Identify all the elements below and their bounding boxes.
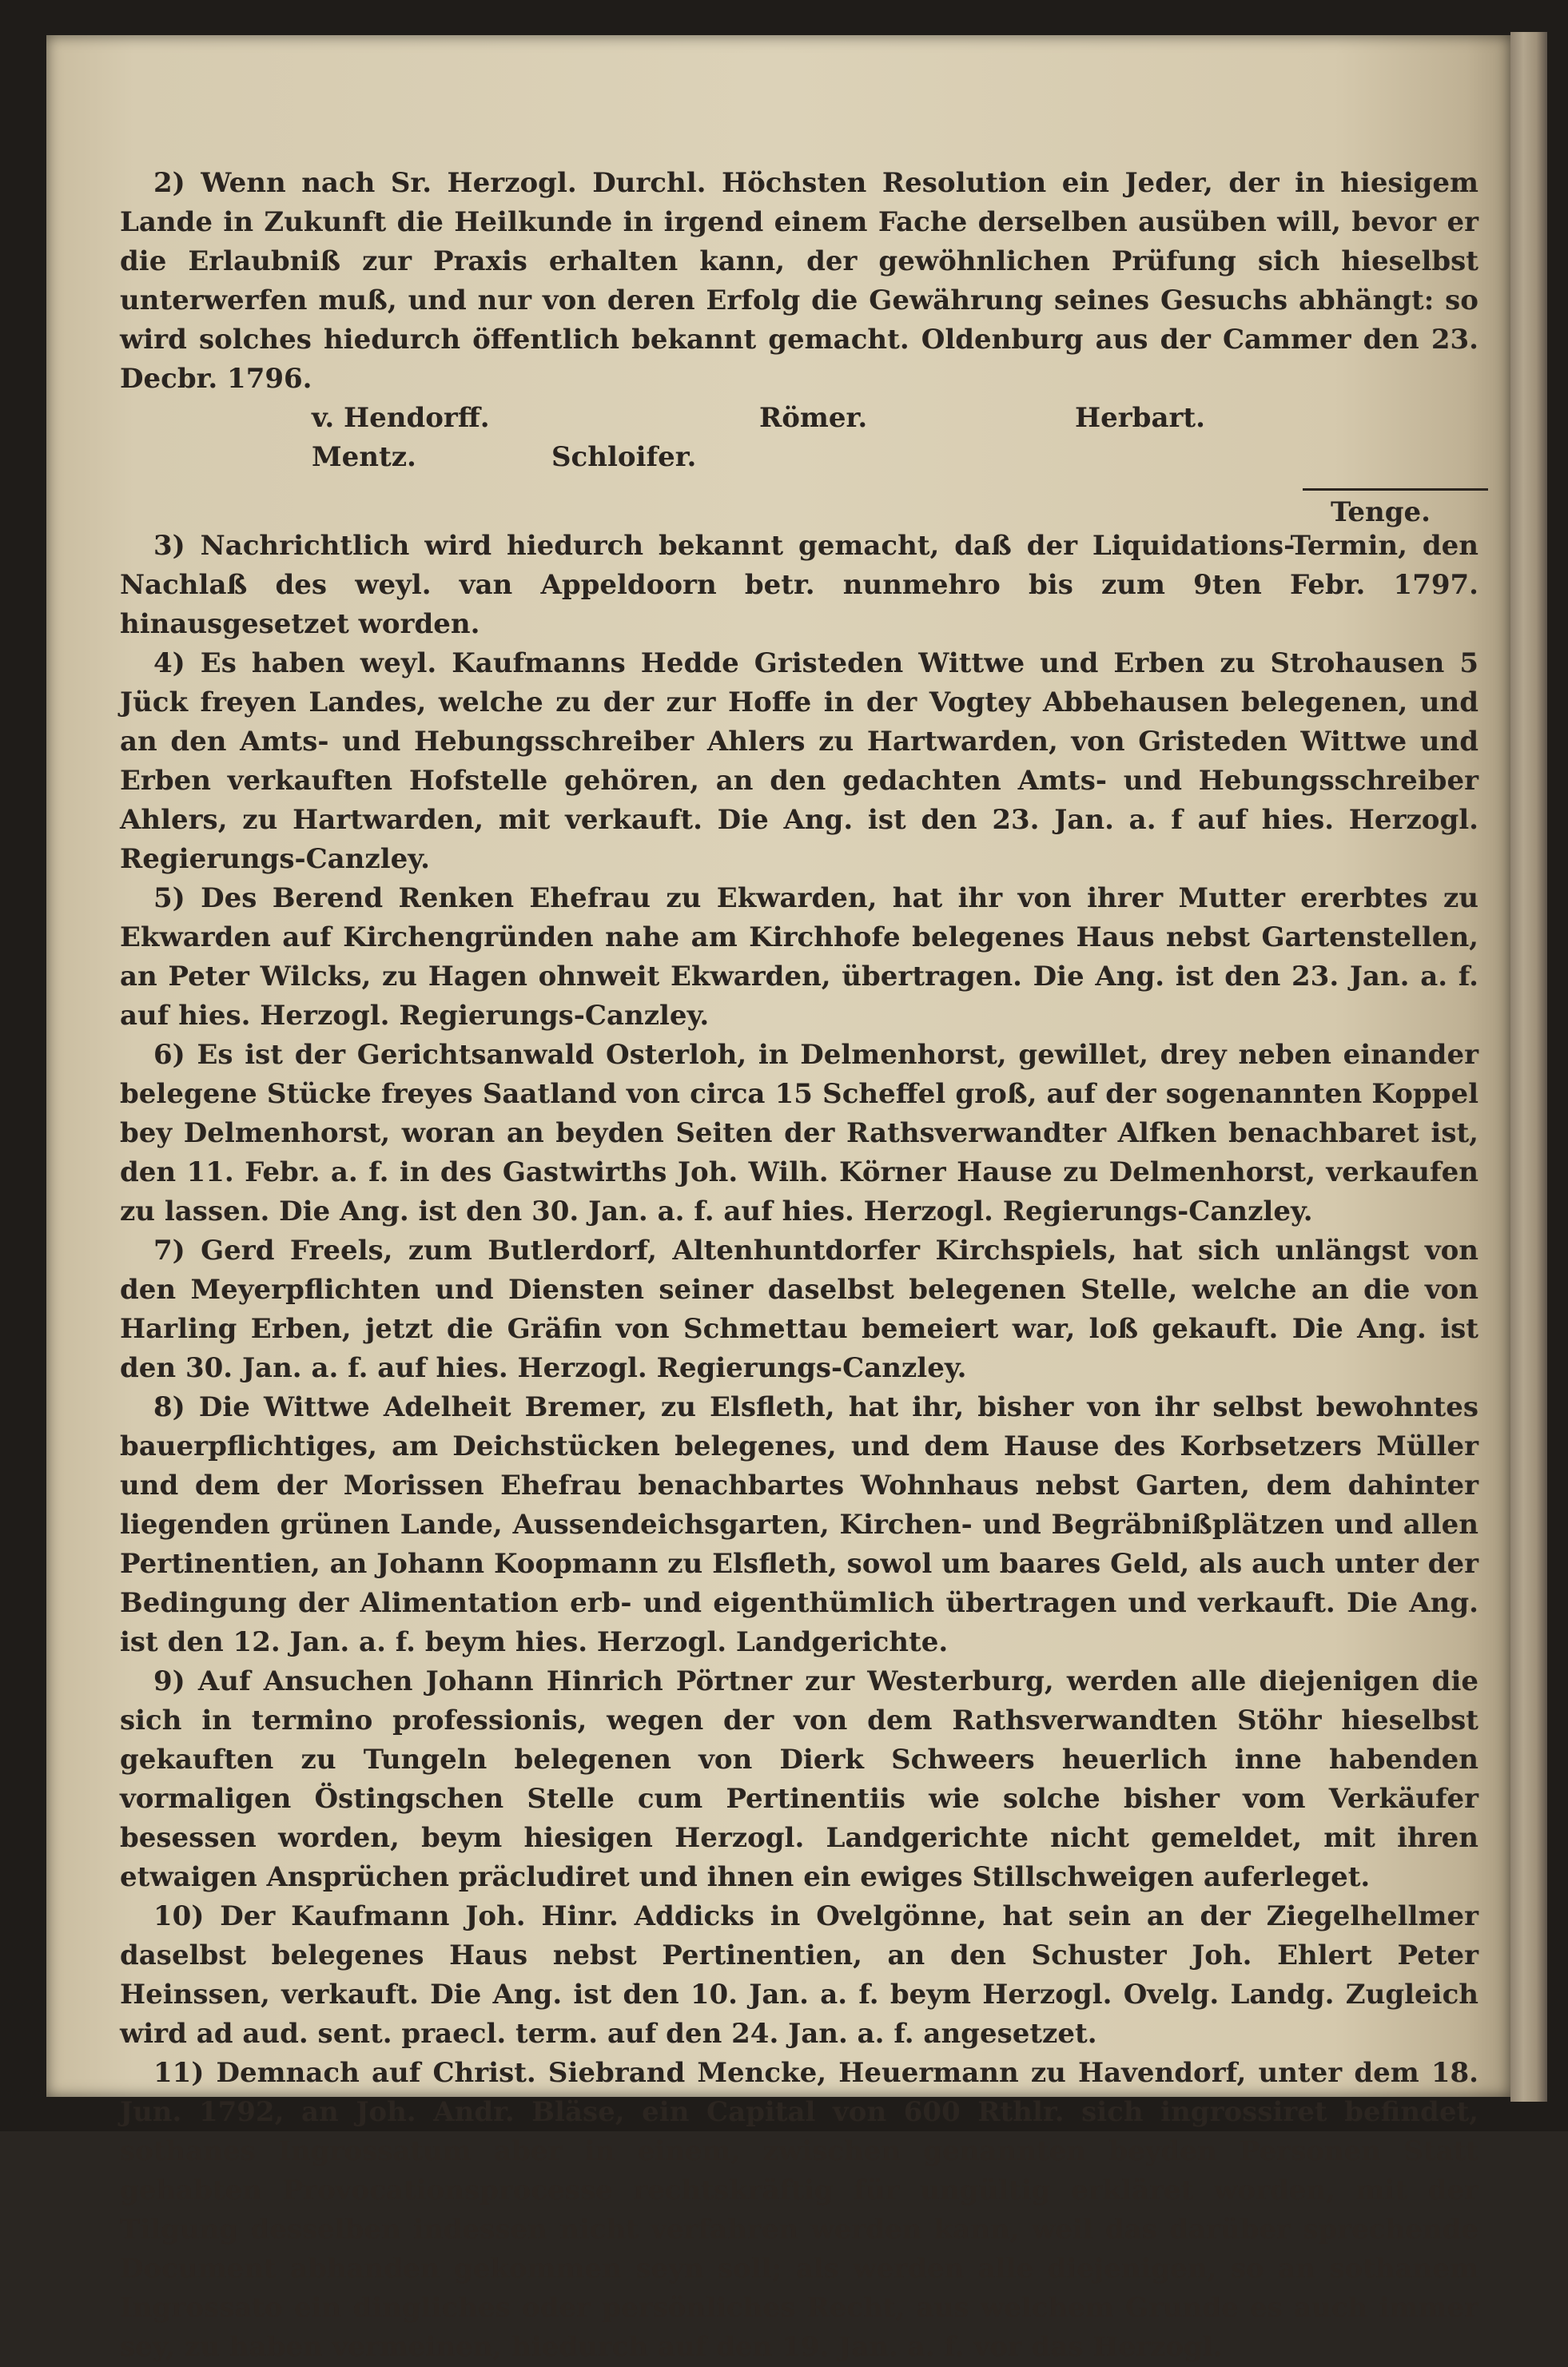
signatory-mentz: Mentz. <box>312 441 416 473</box>
notice-5: 5) Des Berend Renken Ehefrau zu Ekwarden, hat ihr von ihrer Mutter ererbtes zu Ekwarden auf Kirchengründen nahe am Kirchhofe belegenes Haus nebst Gartenstellen, an Peter Wilcks, zu Hagen ohnweit Ekwarden, übertragen. Die Ang. ist den 23. Jan. a. f. auf hies. Herzogl. Regierungs-Canzley. <box>120 882 1478 1032</box>
notice-4: 4) Es haben weyl. Kaufmanns Hedde Gristeden Wittwe und Erben zu Strohausen 5 Jück freyen Landes, welche zu der zur Hoffe in der Vogtey Abbehausen belegenen, und an den Amts- und Hebungsschreiber Ahlers zu Hartwarden, von Gristeden Wittwe und Erben verkauften Hofstelle gehören, an den gedachten Amts- und Hebungsschreiber Ahlers, zu Hartwarden, mit verkauft. Die Ang. ist den 23. Jan. a. f auf hies. Herzogl. Regierungs-Canzley. <box>120 647 1478 875</box>
signatory-schloifer: Schloifer. <box>551 441 697 473</box>
signatory-hendorff: v. Hendorff. <box>312 402 490 434</box>
signatory-tenge: Tenge. <box>1331 496 1431 528</box>
signature-row-3 <box>120 477 1478 527</box>
signature-rule <box>1303 488 1488 491</box>
notice-3: 3) Nachrichtlich wird hiedurch bekannt gemacht, daß der Liquidations-Termin, den Nachlaß des weyl. van Appeldoorn betr. nunmehro bis zum 9ten Febr. 1797. hinausgesetzet worden. <box>120 530 1478 640</box>
notice-11: 11) Demnach auf Christ. Siebrand Mencke, Heuermann zu Havendorf, unter dem 18. Jun. 1792, an Joh. Andr. Bläse, ein Capital von 600 Rthlr. sich ingrossiret befindet, sothanes Ingrossatum aber in einem, zwischen genannten beyden Personen Statt gehabten Provocationsprocesse rechtskräftig für ungültig erkläret worden, mit der Tilgung desselben indessen nicht verfahren werden kann, weil das darüber sprechende Document abhanden gekommen seyn soll; als werden alle diejenigen, so an sothanem Ingrossato ein dingliches oder persönliches Recht, aus welchem Grunde es auch immer sey, zu haben vermeinen, hiedurch auf den 19. Jan. a. f. vor das Herzogl. <box>120 2057 1478 2363</box>
notice-10: 10) Der Kaufmann Joh. Hinr. Addicks in Ovelgönne, hat sein an der Ziegelhellmer daselbst belegenes Haus nebst Pertinentien, an den Schuster Joh. Ehlert Peter Heinssen, verkauft. Die Ang. ist den 10. Jan. a. f. beym Herzogl. Ovelg. Landg. Zugleich wird ad aud. sent. praecl. term. auf den 24. Jan. a. f. angesetzet. <box>120 1900 1478 2050</box>
notice-7: 7) Gerd Freels, zum Butlerdorf, Altenhuntdorfer Kirchspiels, hat sich unlängst von den Meyerpflichten und Diensten seiner daselbst belegenen Stelle, welche an die von Harling Erben, jetzt die Gräfin von Schmettau bemeiert war, loß gekauft. Die Ang. ist den 30. Jan. a. f. auf hies. Herzogl. Regierungs-Canzley. <box>120 1235 1478 1384</box>
notice-9: 9) Auf Ansuchen Johann Hinrich Pörtner zur Westerburg, werden alle diejenigen die sich in termino professionis, wegen der von dem Rathsverwandten Stöhr hieselbst gekauften zu Tungeln belegenen von Dierk Schweers heuerlich inne habenden vormaligen Östingschen Stelle cum Pertinentiis wie solche bisher vom Verkäufer besessen worden, beym hiesigen Herzogl. Landgerichte nicht gemeldet, mit ihren etwaigen Ansprüchen präcludiret und ihnen ein ewiges Stillschweigen auferleget. <box>120 1665 1478 1893</box>
book-page-edge <box>1510 32 1547 2102</box>
signatory-herbart: Herbart. <box>1075 402 1205 434</box>
notice-8: 8) Die Wittwe Adelheit Bremer, zu Elsfleth, hat ihr, bisher von ihr selbst bewohntes bauerpflichtiges, am Deichstücken belegenes, und dem Hause des Korbsetzers Müller und dem der Morissen Ehefrau benachbartes Wohnhaus nebst Garten, dem dahinter liegenden grünen Lande, Aussendeichsgarten, Kirchen- und Begräbnißplätzen und allen Pertinentien, an Johann Koopmann zu Elsfleth, sowol um baares Geld, als auch unter der Bedingung der Alimentation erb- und eigenthümlich übertragen und verkauft. Die Ang. ist den 12. Jan. a. f. beym hies. Herzogl. Landgerichte. <box>120 1391 1478 1658</box>
document-text <box>120 164 1478 2367</box>
notice-6: 6) Es ist der Gerichtsanwald Osterloh, in Delmenhorst, gewillet, drey neben einander belegene Stücke freyes Saatland von circa 15 Scheffel groß, auf der sogenannten Koppel bey Delmenhorst, woran an beyden Seiten der Rathsverwandter Alfken benachbaret ist, den 11. Febr. a. f. in des Gastwirths Joh. Wilh. Körner Hause zu Delmenhorst, verkaufen zu lassen. Die Ang. ist den 30. Jan. a. f. auf hies. Herzogl. Regierungs-Canzley. <box>120 1039 1478 1227</box>
notice-2: 2) Wenn nach Sr. Herzogl. Durchl. Höchsten Resolution ein Jeder, der in hiesigem Lande in Zukunft die Heilkunde in irgend einem Fache derselben ausüben will, bevor er die Erlaubniß zur Praxis erhalten kann, der gewöhnlichen Prüfung sich hieselbst unterwerfen muß, und nur von deren Erfolg die Gewährung seines Gesuchs abhängt: so wird solches hiedurch öffentlich bekannt gemacht. Oldenburg aus der Cammer den 23. Decbr. 1796. <box>120 167 1478 395</box>
signatory-roemer: Römer. <box>759 402 868 434</box>
signature-row-1 <box>120 399 1478 438</box>
signature-row-2 <box>120 438 1478 477</box>
